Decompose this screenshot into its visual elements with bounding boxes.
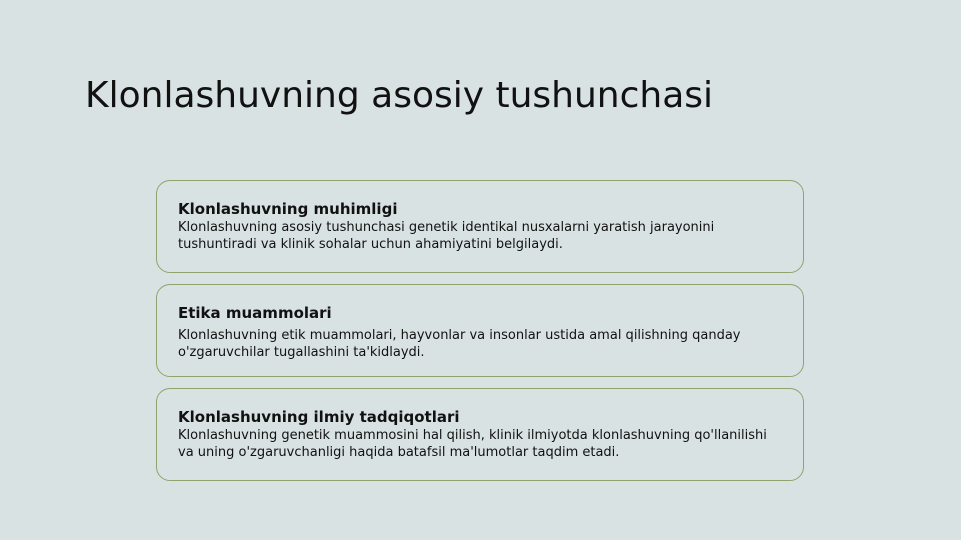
card-body: Klonlashuvning etik muammolari, hayvonlar va insonlar ustida amal qilishning qanday o'zgaruvchilar tugallashini ta'kidlaydi. <box>178 328 741 360</box>
card-list <box>156 180 804 492</box>
card-title: Klonlashuvning ilmiy tadqiqotlari <box>178 408 460 426</box>
slide-title: Klonlashuvning asosiy tushunchasi <box>85 75 714 116</box>
card-title: Etika muammolari <box>178 304 332 322</box>
card-title: Klonlashuvning muhimligi <box>178 200 398 218</box>
card-ethics <box>156 284 804 377</box>
card-body: Klonlashuvning asosiy tushunchasi genetik identikal nusxalarni yaratish jarayonini tushuntiradi va klinik sohalar uchun ahamiyatini belgilaydi. <box>178 220 715 252</box>
card-importance <box>156 180 804 273</box>
card-body: Klonlashuvning genetik muammosini hal qilish, klinik ilmiyotda klonlashuvning qo'llanilishi va uning o'zgaruvchanligi haqida batafsil ma'lumotlar taqdim etadi. <box>178 428 767 460</box>
card-research <box>156 388 804 481</box>
